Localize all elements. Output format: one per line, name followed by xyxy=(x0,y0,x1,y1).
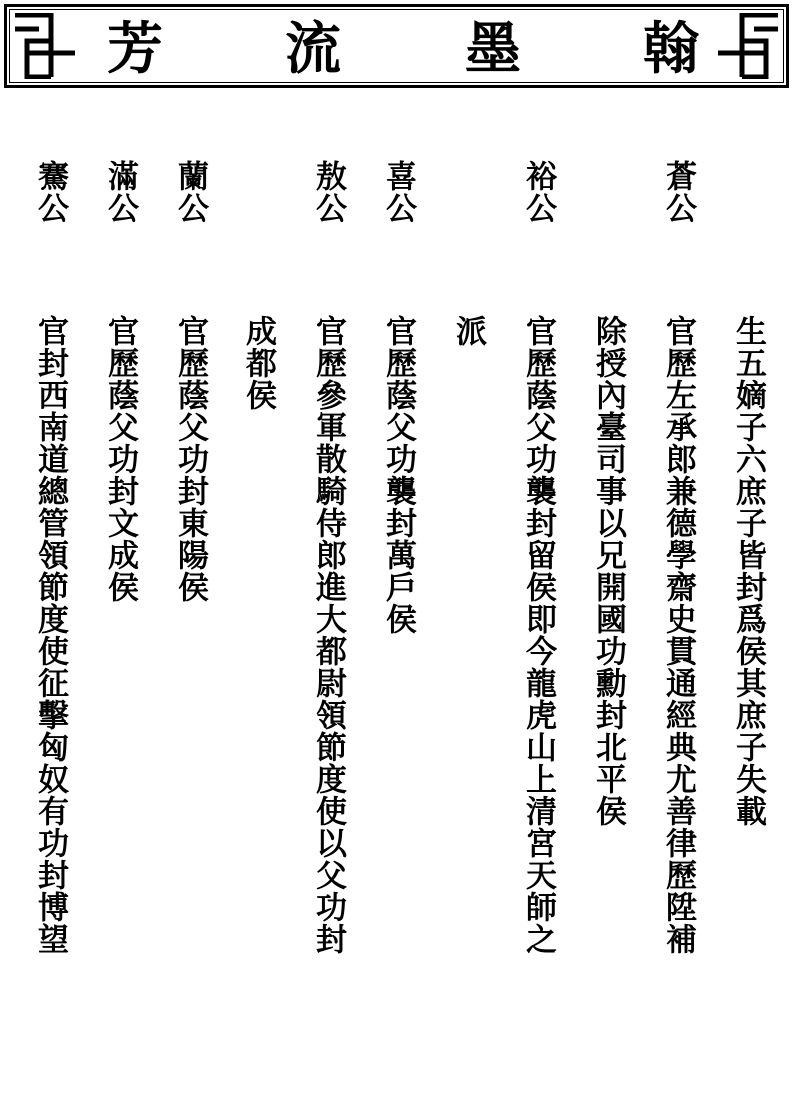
fret-ornament-icon xyxy=(13,13,77,79)
text-column: 派 xyxy=(450,315,486,347)
text-column: 官歷蔭父功襲封留侯即今龍虎山上清宮天師之 xyxy=(520,315,556,955)
text-column: 官歷參軍散騎侍郎進大都尉領節度使以父功封 xyxy=(310,315,346,955)
name-man: 滿公 xyxy=(102,160,138,224)
title-char: 翰 xyxy=(643,16,699,82)
text-column: 官歷蔭父功封文成侯 xyxy=(102,315,138,603)
text-column: 官歷蔭父功襲封萬戶侯 xyxy=(380,315,416,635)
name-xi: 喜公 xyxy=(380,160,416,224)
name-yu: 裕公 xyxy=(520,160,556,224)
name-jian: 騫公 xyxy=(32,160,68,224)
name-cang: 蒼公 xyxy=(660,160,696,224)
text-column: 官歷左承郎兼德學齋史貫通經典尤善律歷陞補 xyxy=(660,315,696,955)
title-char: 流 xyxy=(285,16,341,82)
title-char: 墨 xyxy=(465,16,521,82)
text-column: 除授內臺司事以兄開國功勳封北平侯 xyxy=(590,315,626,827)
text-column: 官歷蔭父功封東陽侯 xyxy=(172,315,208,603)
text-column: 成都侯 xyxy=(240,315,276,411)
title-banner xyxy=(4,4,789,88)
fret-ornament-icon xyxy=(716,13,780,79)
name-lan: 蘭公 xyxy=(172,160,208,224)
text-column: 官封西南道總管領節度使征擊匈奴有功封博望 xyxy=(32,315,68,955)
name-ao: 敖公 xyxy=(310,160,346,224)
title-char: 芳 xyxy=(107,16,163,82)
text-column: 生五嫡子六庶子皆封爲侯其庶子失載 xyxy=(730,315,766,827)
